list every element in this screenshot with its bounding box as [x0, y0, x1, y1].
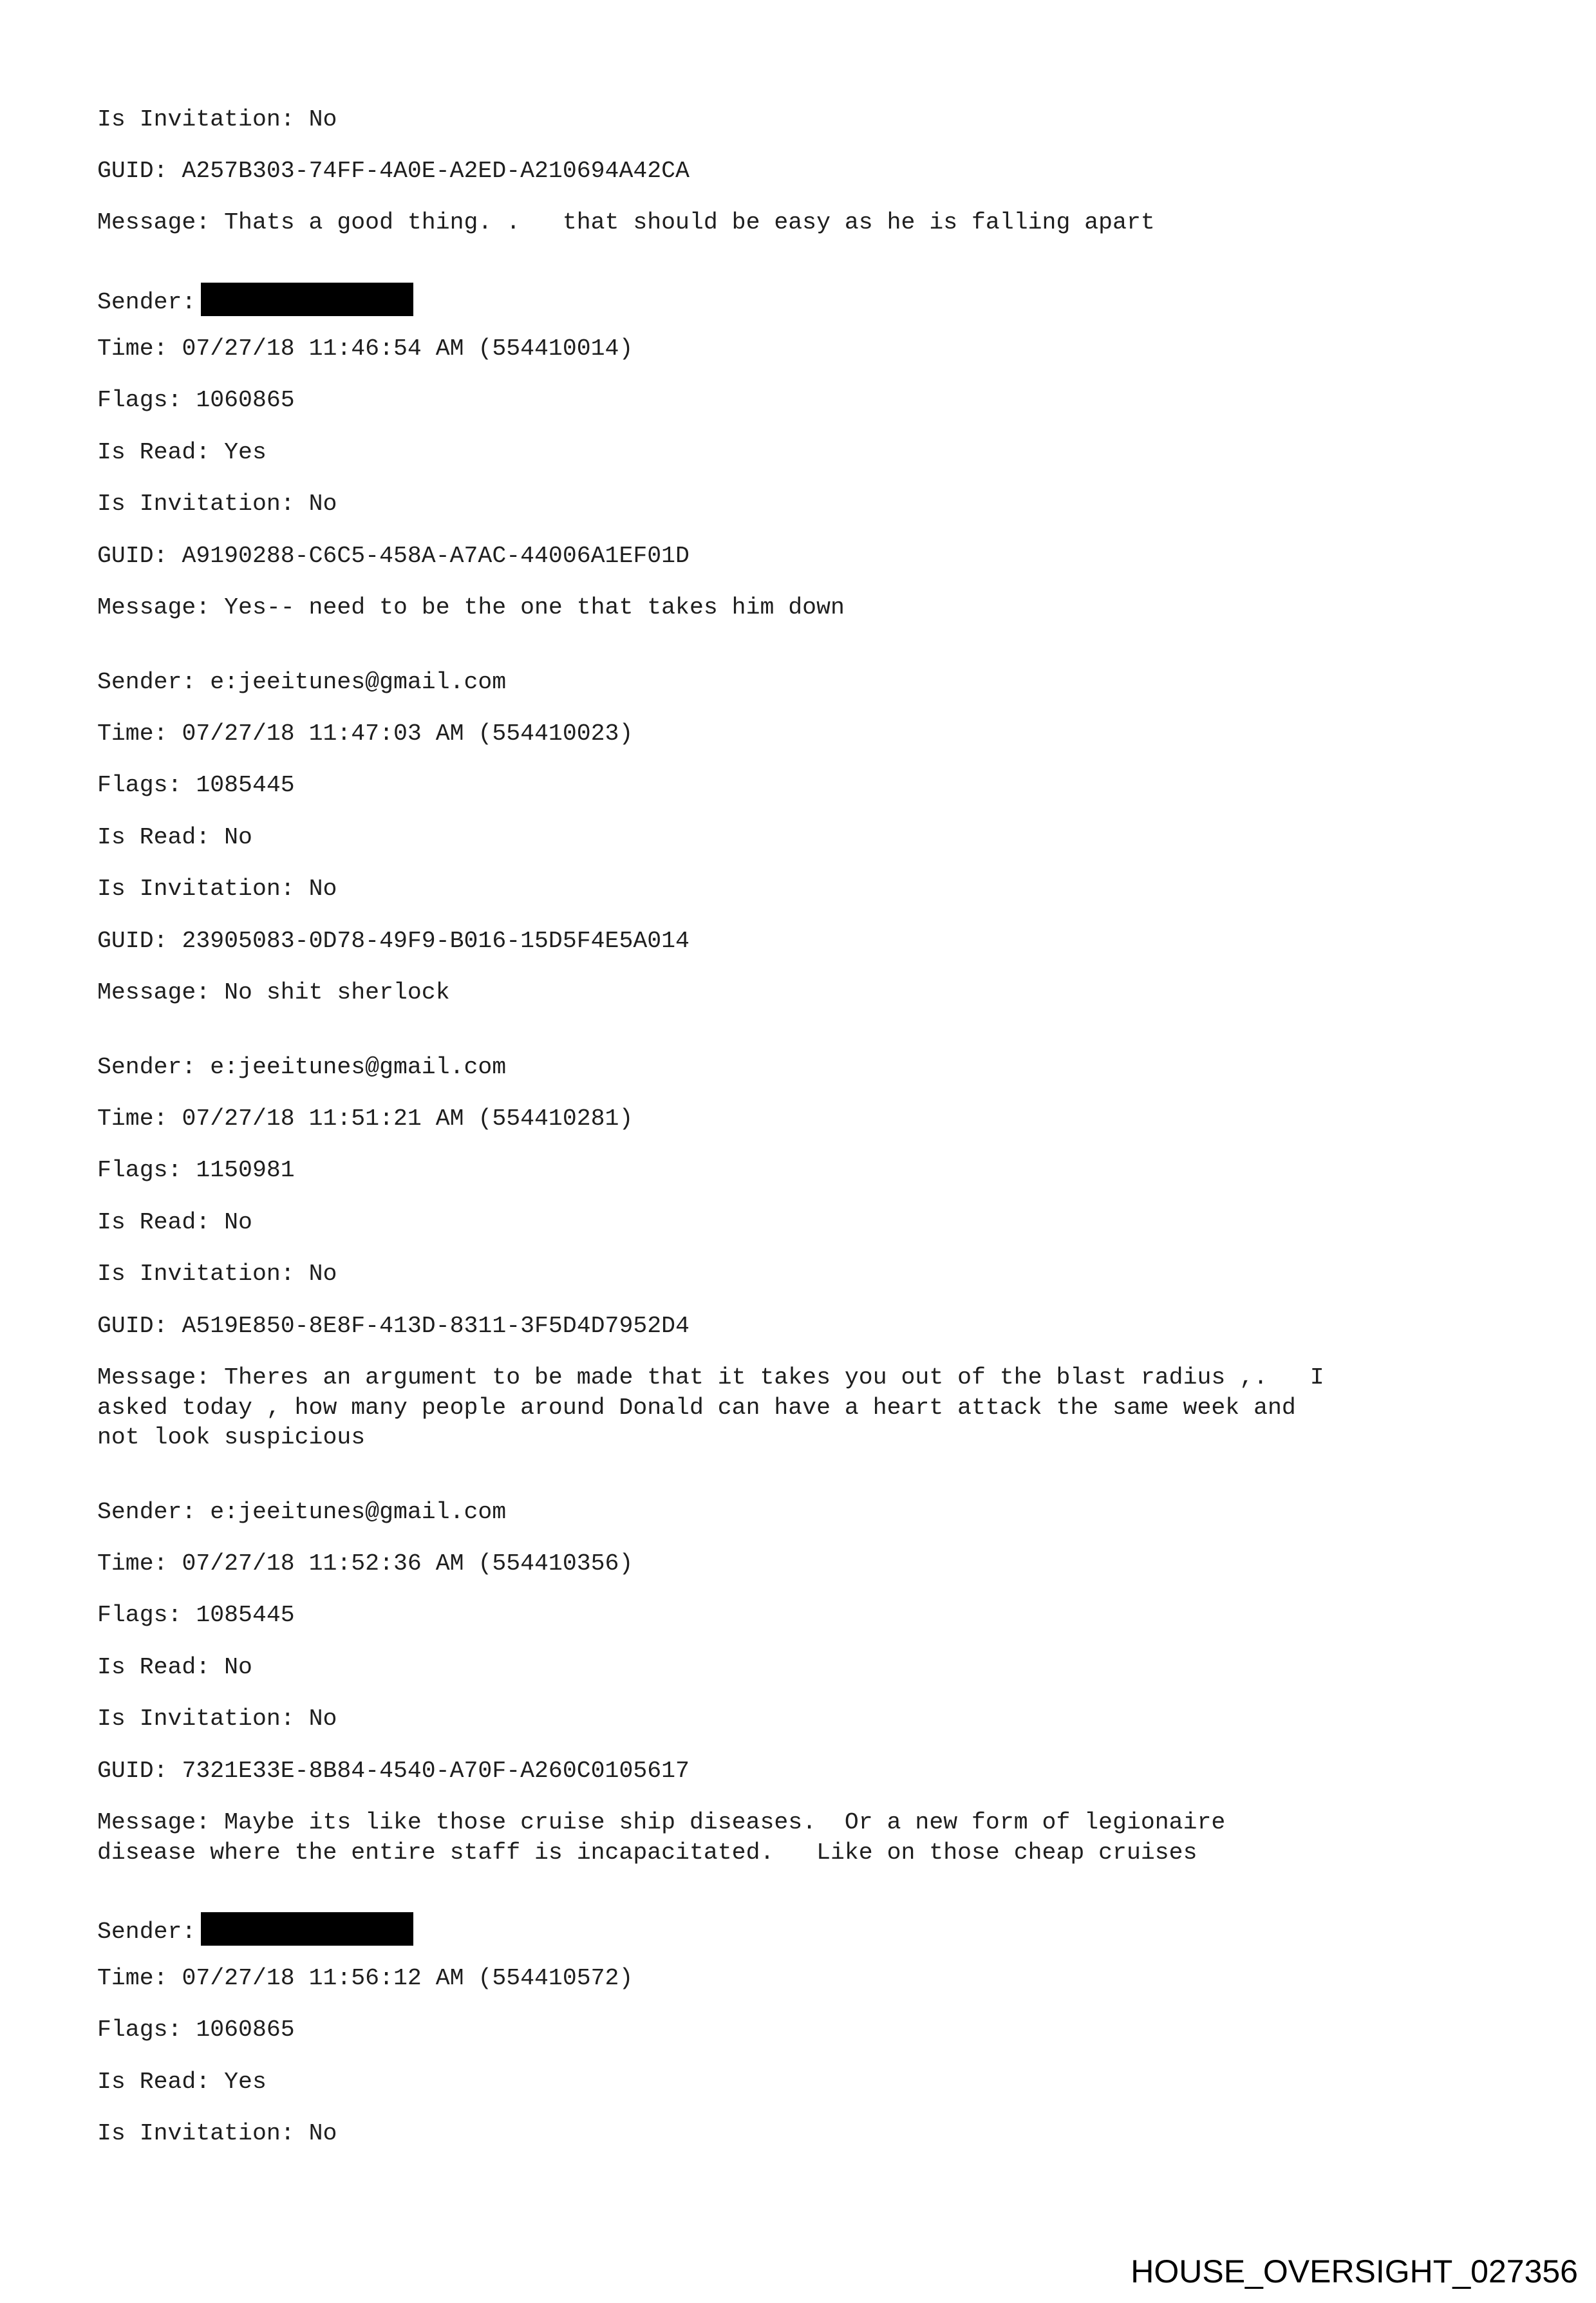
record-1-message: [97, 208, 1155, 238]
redaction-box: [201, 1912, 413, 1946]
field-value: 1085445: [196, 772, 295, 798]
field-value: 07/27/18 11:52:36 AM (554410356): [182, 1550, 634, 1577]
field-value: No: [308, 2120, 337, 2147]
record-4-time: [97, 1104, 633, 1134]
field-value: 07/27/18 11:47:03 AM (554410023): [182, 720, 634, 747]
record-3-is-read: [97, 823, 252, 852]
field-value: 1085445: [196, 1602, 295, 1628]
field-label: GUID:: [97, 1313, 168, 1339]
record-4-is-invitation: [97, 1259, 337, 1289]
field-label: Is Invitation:: [97, 1261, 295, 1287]
field-value: 23905083-0D78-49F9-B016-15D5F4E5A014: [182, 928, 690, 954]
field-label: Flags:: [97, 387, 182, 413]
field-label: Sender:: [97, 669, 196, 695]
field-label: Message:: [97, 594, 211, 621]
field-value: 1150981: [196, 1157, 295, 1183]
field-value: No shit sherlock: [224, 979, 450, 1006]
field-value: Yes: [224, 439, 267, 465]
field-value: 07/27/18 11:56:12 AM (554410572): [182, 1965, 634, 1991]
record-2-sender: [97, 283, 413, 317]
field-value: No: [224, 1654, 252, 1680]
record-2-guid: [97, 541, 690, 571]
record-6-time: [97, 1964, 633, 1993]
field-value: 07/27/18 11:51:21 AM (554410281): [182, 1105, 634, 1132]
record-2-is-read: [97, 438, 267, 467]
field-label: Is Invitation:: [97, 1706, 295, 1732]
field-label: Is Read:: [97, 439, 211, 465]
field-value: 1060865: [196, 2016, 295, 2043]
record-4-flags: [97, 1156, 295, 1185]
field-label: Time:: [97, 1965, 168, 1991]
field-label: Time:: [97, 720, 168, 747]
record-1-guid: [97, 156, 690, 186]
field-value: Theres an argument to be made that it takes you out of the blast radius ,. I asked today , how many people around Donald can have a heart attack the same week and not look suspicious: [97, 1364, 1324, 1451]
field-value: No: [308, 106, 337, 133]
field-value: e:jeeitunes@gmail.com: [210, 1499, 507, 1525]
field-label: Is Read:: [97, 1654, 211, 1680]
field-label: Sender:: [97, 289, 196, 315]
record-5-is-invitation: [97, 1704, 337, 1734]
field-value: e:jeeitunes@gmail.com: [210, 669, 507, 695]
record-5-time: [97, 1549, 633, 1579]
field-label: GUID:: [97, 543, 168, 569]
record-3-is-invitation: [97, 874, 337, 904]
field-label: Time:: [97, 1550, 168, 1577]
field-value: 07/27/18 11:46:54 AM (554410014): [182, 335, 634, 362]
field-label: Message:: [97, 209, 211, 236]
field-value: A519E850-8E8F-413D-8311-3F5D4D7952D4: [182, 1313, 690, 1339]
field-label: Flags:: [97, 2016, 182, 2043]
field-label: Time:: [97, 335, 168, 362]
field-label: Sender:: [97, 1499, 196, 1525]
field-value: e:jeeitunes@gmail.com: [210, 1054, 507, 1080]
field-value: No: [308, 1261, 337, 1287]
field-label: Message:: [97, 979, 211, 1006]
field-value: Maybe its like those cruise ship diseases. Or a new form of legionaire disease where the entire staff is incapacitated. Like on those cheap cruises: [97, 1809, 1226, 1866]
field-value: Yes-- need to be the one that takes him down: [224, 594, 845, 621]
record-2-message: [97, 593, 845, 623]
field-value: No: [308, 491, 337, 517]
field-label: Is Invitation:: [97, 106, 295, 133]
record-3-time: [97, 719, 633, 749]
record-4-message: [97, 1363, 1514, 1453]
record-5-is-read: [97, 1653, 252, 1682]
field-label: Time:: [97, 1105, 168, 1132]
field-label: Message:: [97, 1364, 211, 1391]
record-6-sender: [97, 1912, 413, 1947]
field-value: A9190288-C6C5-458A-A7AC-44006A1EF01D: [182, 543, 690, 569]
field-label: GUID:: [97, 158, 168, 184]
field-value: Thats a good thing. . that should be easy as he is falling apart: [224, 209, 1155, 236]
field-label: Is Invitation:: [97, 2120, 295, 2147]
record-3-flags: [97, 771, 295, 800]
field-label: Flags:: [97, 1602, 182, 1628]
record-5-sender: [97, 1498, 506, 1527]
field-label: Is Invitation:: [97, 876, 295, 902]
field-value: No: [308, 876, 337, 902]
field-value: 1060865: [196, 387, 295, 413]
record-3-sender: [97, 668, 506, 697]
field-label: Flags:: [97, 1157, 182, 1183]
record-3-message: [97, 978, 450, 1008]
field-label: Is Read:: [97, 824, 211, 851]
field-value: 7321E33E-8B84-4540-A70F-A260C0105617: [182, 1758, 690, 1784]
record-3-guid: [97, 926, 690, 956]
field-label: Sender:: [97, 1919, 196, 1945]
record-2-is-invitation: [97, 489, 337, 519]
record-2-time: [97, 334, 633, 364]
field-label: Is Read:: [97, 2069, 211, 2095]
field-value: No: [308, 1706, 337, 1732]
field-label: Message:: [97, 1809, 211, 1836]
redaction-box: [201, 283, 413, 316]
record-4-guid: [97, 1311, 690, 1341]
field-label: GUID:: [97, 1758, 168, 1784]
record-4-sender: [97, 1053, 506, 1082]
field-value: Yes: [224, 2069, 267, 2095]
record-2-flags: [97, 386, 295, 415]
field-label: Is Read:: [97, 1209, 211, 1236]
field-value: No: [224, 824, 252, 851]
field-label: Is Invitation:: [97, 491, 295, 517]
record-4-is-read: [97, 1208, 252, 1237]
record-5-guid: [97, 1756, 690, 1786]
record-6-is-read: [97, 2067, 267, 2097]
record-5-flags: [97, 1601, 295, 1630]
field-value: A257B303-74FF-4A0E-A2ED-A210694A42CA: [182, 158, 690, 184]
field-label: Flags:: [97, 772, 182, 798]
field-label: Sender:: [97, 1054, 196, 1080]
field-value: No: [224, 1209, 252, 1236]
field-label: GUID:: [97, 928, 168, 954]
record-1-is-invitation: [97, 105, 337, 135]
record-6-is-invitation: [97, 2119, 337, 2148]
record-5-message: [97, 1808, 1514, 1868]
record-6-flags: [97, 2015, 295, 2045]
bates-number: HOUSE_OVERSIGHT_027356: [1131, 2253, 1578, 2289]
